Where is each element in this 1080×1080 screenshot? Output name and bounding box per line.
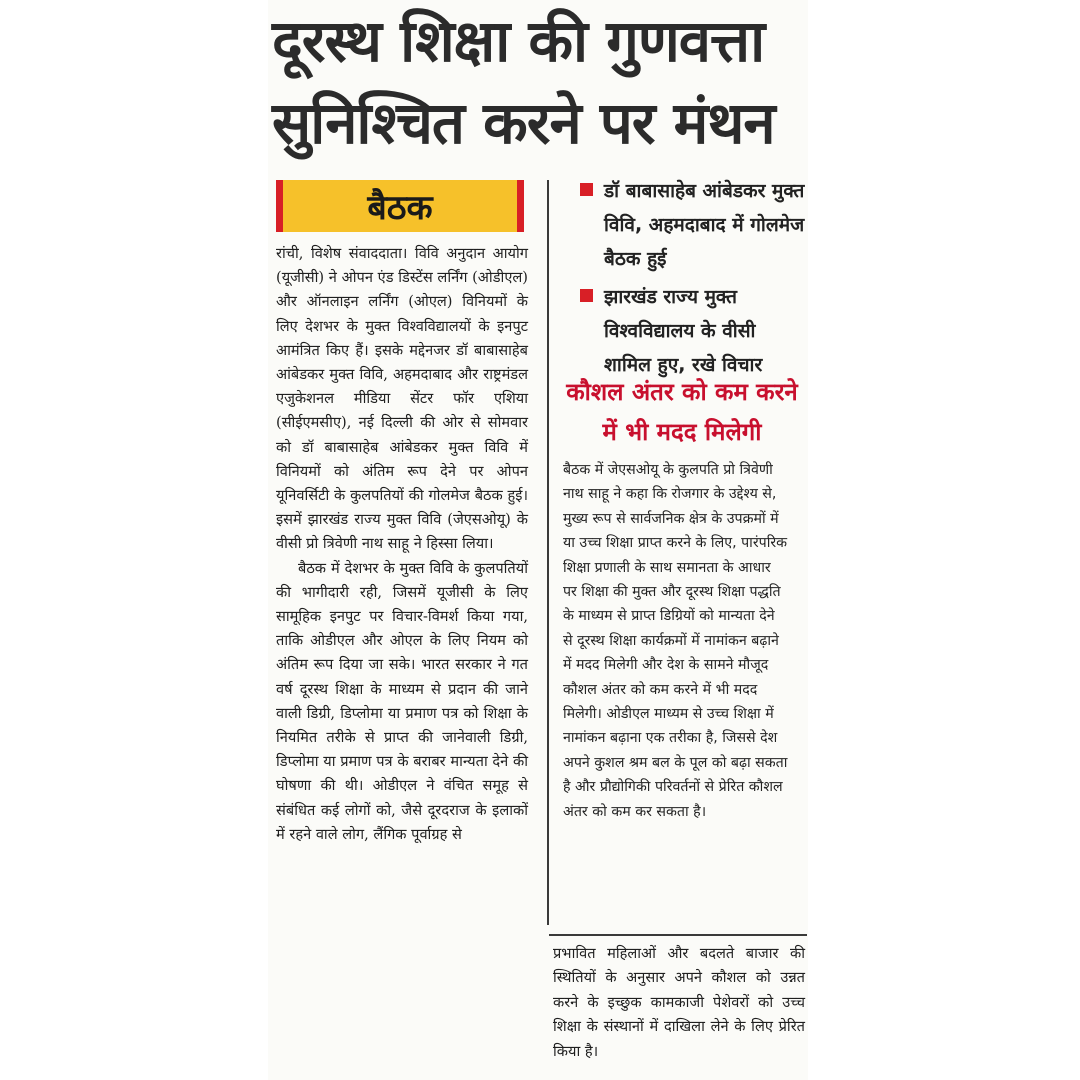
highlight-text: डॉ बाबासाहेब आंबेडकर मुक्त विवि, अहमदाबाद में गोलमेज बैठक हुई — [604, 180, 805, 270]
highlight-text: झारखंड राज्य मुक्त विश्वविद्यालय के वीसी शामिल हुए, रखे विचार — [604, 286, 763, 376]
highlight-item — [578, 280, 808, 382]
subheading: कौशल अंतर को कम करने में भी मदद मिलेगी — [566, 378, 798, 446]
headline-line-2: सुनिश्चित करने पर मंथन — [272, 89, 775, 157]
article-column-bottom: प्रभावित महिलाओं और बदलते बाजार की स्थितियों के अनुसार अपने कौशल को उन्नत करने के इच्छुक कामकाजी पेशेवरों को उच्च शिक्षा के संस्थानों में दाखिला लेने के लिए प्रेरित किया है। — [553, 945, 805, 1060]
article-column-left — [276, 242, 528, 847]
highlight-list — [578, 174, 808, 386]
article-paragraph: बैठक में देशभर के मुक्त विवि के कुलपतियों की भागीदारी रही, जिसमें यूजीसी के लिए सामूहिक इनपुट पर विचार-विमर्श किया गया, ताकि ओडीएल और ओएल के लिए नियम को अंतिम रूप दिया जा सके। भारत सरकार ने गत वर्ष दूरस्थ शिक्षा के माध्यम से प्रदान की जाने वाली डिग्री, डिप्लोमा या प्रमाण पत्र को शिक्षा के नियमित तरीके से प्राप्त की जानेवाली डिग्री, डिप्लोमा या प्रमाण पत्र के बराबर मान्यता देने की घोषणा की थी। ओडीएल ने वंचित समूह से संबंधित कई लोगों को, जैसे दूरदराज के इलाकों में रहने वाले लोग, लैंगिक पूर्वाग्रह से — [276, 559, 528, 843]
column-divider — [547, 180, 549, 925]
article-paragraph: रांची, विशेष संवाददाता। विवि अनुदान आयोग (यूजीसी) ने ओपन एंड डिस्टेंस लर्निंग (ओडीएल) और ऑनलाइन लर्निंग (ओएल) विनियमों के लिए देशभर के मुक्त विश्वविद्यालयों के इनपुट आमंत्रित किए हैं। इसके मद्देनजर डॉ बाबासाहेब आंबेडकर मुक्त विवि, अहमदाबाद और राष्ट्रमंडल एजुकेशनल मीडिया सेंटर फॉर एशिया (सीईएमसीए), नई दिल्ली की ओर से सोमवार को डॉ बाबासाहेब आंबेडकर मुक्त विवि में विनियमों को अंतिम रूप देने पर ओपन यूनिवर्सिटी के कुलपतियों की गोलमेज बैठक हुई। इसमें झारखंड राज्य मुक्त विवि (जेएसओयू) के वीसी प्रो त्रिवेणी नाथ साहू ने हिस्सा लिया। — [276, 245, 528, 553]
kicker-label — [276, 180, 524, 232]
headline-line-1: दूरस्थ शिक्षा की गुणवत्ता — [272, 7, 765, 75]
highlight-item — [578, 174, 808, 276]
red-square-bullet-icon — [580, 183, 593, 196]
kicker-text: बैठक — [367, 188, 433, 228]
section-divider — [549, 934, 807, 936]
article-column-right: बैठक में जेएसओयू के कुलपति प्रो त्रिवेणी नाथ साहू ने कहा कि रोजगार के उद्देश्य से, मुख्य रूप से सार्वजनिक क्षेत्र के उपक्रमों में या उच्च शिक्षा प्राप्त करने के लिए, पारंपरिक शिक्षा प्रणाली के साथ समानता के आधार पर शिक्षा की मुक्त और दूरस्थ शिक्षा पद्धति के माध्यम से प्राप्त डिग्रियों को मान्यता देने से दूरस्थ शिक्षा कार्यक्रमों में नामांकन बढ़ाने में मदद मिलेगी और देश के सामने मौजूद कौशल अंतर को कम करने में भी मदद मिलेगी। ओडीएल माध्यम से उच्च शिक्षा में नामांकन बढ़ाना एक तरीका है, जिससे देश अपने कुशल श्रम बल के पूल को बढ़ा सकता है और प्रौद्योगिकी परिवर्तनों से प्रेरित कौशल अंतर को कम कर सकता है। — [563, 462, 788, 820]
red-square-bullet-icon — [580, 289, 593, 302]
